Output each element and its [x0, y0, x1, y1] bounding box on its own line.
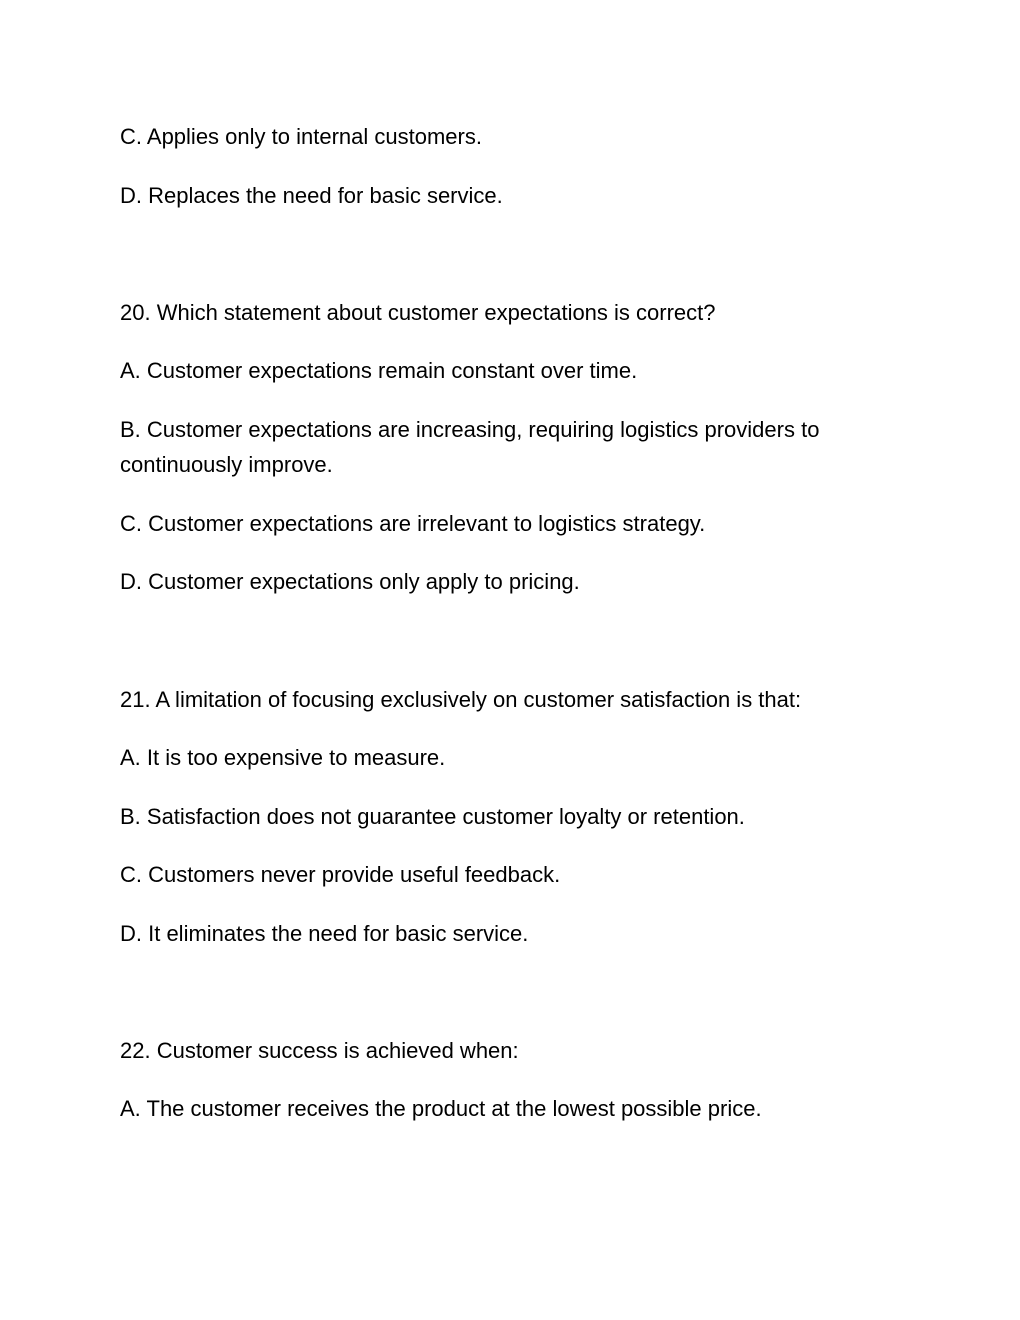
question-22-option-a: A. The customer receives the product at the lowest possible price.	[120, 1096, 762, 1121]
question-20-option-a: A. Customer expectations remain constant over time.	[120, 358, 638, 383]
question-20-option-d: D. Customer expectations only apply to pricing.	[120, 569, 580, 594]
question-21-prompt: 21. A limitation of focusing exclusively on customer satisfaction is that:	[120, 687, 802, 712]
question-21-option-d: D. It eliminates the need for basic service.	[120, 921, 529, 946]
question-21-option-a: A. It is too expensive to measure.	[120, 745, 446, 770]
option-c-prev: C. Applies only to internal customers.	[120, 124, 482, 149]
question-20-option-c: C. Customer expectations are irrelevant to logistics strategy.	[120, 511, 706, 536]
question-21-option-c: C. Customers never provide useful feedback.	[120, 862, 561, 887]
question-21-option-b: B. Satisfaction does not guarantee customer loyalty or retention.	[120, 804, 745, 829]
question-22-prompt: 22. Customer success is achieved when:	[120, 1038, 519, 1063]
option-d-prev: D. Replaces the need for basic service.	[120, 183, 503, 208]
question-20-option-b: B. Customer expectations are increasing, requiring logistics providers to continuously improve.	[120, 417, 820, 477]
question-20-prompt: 20. Which statement about customer expectations is correct?	[120, 300, 716, 325]
